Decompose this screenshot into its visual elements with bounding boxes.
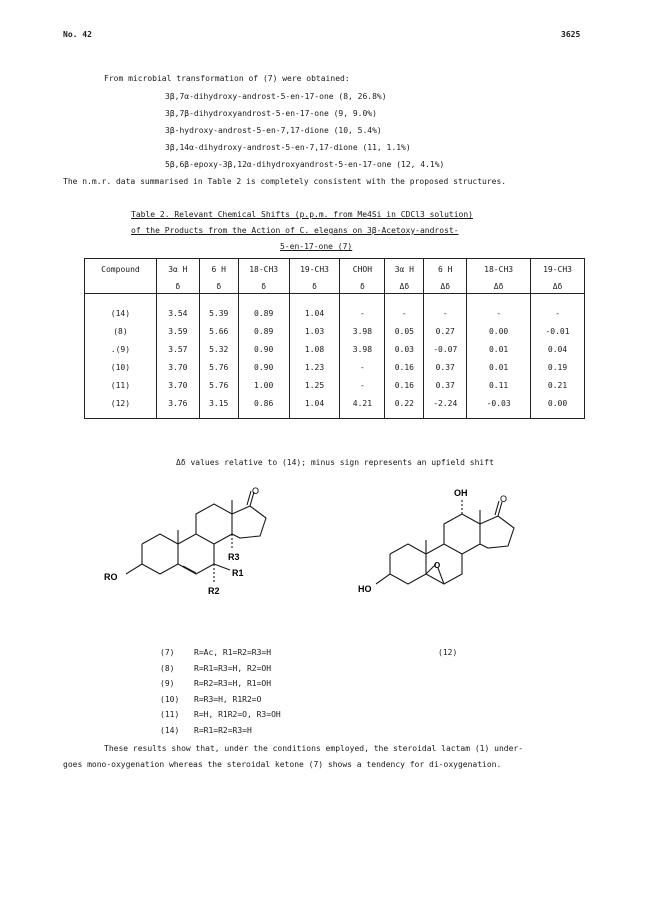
conclusion-line2: goes mono-oxygenation whereas the steroidal ketone (7) shows a tendency for di-oxygenation. [63,760,502,769]
table-cell: - [424,294,467,323]
table-cell: 3.59 [156,322,199,340]
r2-label: R2 [208,586,220,596]
table-cell: 5.76 [199,376,238,394]
table-cell: 0.86 [238,394,289,419]
table-cell: 0.22 [385,394,424,419]
compound-definitions [160,648,281,741]
table-cell: (14) [85,294,157,323]
product-line: 3β,7α-dihydroxy-androst-5-en-17-one (8, 26.8%) [165,92,387,101]
table-cell: 1.00 [238,376,289,394]
list-item [160,664,281,680]
table-cell: - [467,294,531,323]
table-caption-line2: of the Products from the Action of C. elegans on 3β-Acetoxy-androst- [131,226,459,235]
list-item [160,648,281,664]
table-cell: 0.89 [238,322,289,340]
table-cell: 0.11 [467,376,531,394]
r3-label: R3 [228,552,240,562]
column-subheader: Δδ [424,279,467,294]
compound-number: (9) [160,679,175,688]
column-header: 19-CH3 [531,259,585,280]
table-footnote: Δδ values relative to (14); minus sign represents an upfield shift [176,458,494,467]
table-cell: 3.98 [340,340,385,358]
compound-definition: R=Ac, R1=R2=R3=H [194,648,272,657]
table-cell: 1.04 [289,294,340,323]
table-cell: 3.54 [156,294,199,323]
table-caption-line3: 5-en-17-one (7) [280,242,353,251]
table-row [85,376,585,394]
table-cell: 0.90 [238,358,289,376]
table-cell: 3.57 [156,340,199,358]
compound-number: (7) [160,648,175,657]
product-line: 3β-hydroxy-androst-5-en-7,17-dione (10, 5.4%) [165,126,382,135]
table-row [85,394,585,419]
table-cell: -0.07 [424,340,467,358]
compound-definition: R=H, R1R2=O, R3=OH [194,710,281,719]
column-subheader: δ [289,279,340,294]
product-line: 5β,6β-epoxy-3β,12α-dihydroxyandrost-5-en-17-one (12, 4.1%) [165,160,445,169]
table-cell: 3.98 [340,322,385,340]
table-cell: 1.04 [289,394,340,419]
table-cell: 0.37 [424,376,467,394]
table-row [85,294,585,323]
column-header: 6 H [199,259,238,280]
table-cell: 0.00 [467,322,531,340]
table-cell: 0.04 [531,340,585,358]
table-cell: 0.19 [531,358,585,376]
table-cell: 1.08 [289,340,340,358]
page-number: 3625 [561,30,581,39]
table-cell: .(9) [85,340,157,358]
ketone-o-label: O [500,494,508,504]
steroid-skeleton-right [360,484,560,624]
product-line: 3β,14α-dihydroxy-androst-5-en-7,17-dione (11, 1.1%) [165,143,411,152]
compound-definition: R=R2=R3=H, R1=OH [194,679,272,688]
column-subheader: δ [199,279,238,294]
table-cell: (12) [85,394,157,419]
list-item [160,710,281,726]
table-cell: -0.01 [531,322,585,340]
table-cell: 0.21 [531,376,585,394]
ho-label: HO [358,584,372,594]
column-subheader: Δδ [467,279,531,294]
table-header-row [85,259,585,280]
column-header: Compound [85,259,157,280]
table-cell: - [385,294,424,323]
table-cell: 4.21 [340,394,385,419]
epoxide-o-label: O [434,561,441,570]
table-cell: - [340,294,385,323]
column-header: 6 H [424,259,467,280]
table-cell: 5.32 [199,340,238,358]
table-cell: 0.01 [467,358,531,376]
compound-definition: R=R1=R3=H, R2=OH [194,663,272,673]
compound-12-label: (12) [438,648,458,657]
table-cell: 3.70 [156,376,199,394]
compound-definition: R=R1=R2=R3=H [194,725,252,735]
list-item [160,679,281,695]
compound-number: (8) [160,663,175,673]
table-cell: 3.76 [156,394,199,419]
column-subheader [85,279,157,294]
steroid-structure-right [360,484,560,624]
list-item [160,726,281,742]
table-row [85,358,585,376]
ro-label: RO [104,572,118,582]
table-subheader-row [85,279,585,294]
transformation-intro: From microbial transformation of (7) were obtained: [104,74,350,83]
table-cell: 0.37 [424,358,467,376]
column-header: 3α H [385,259,424,280]
table-cell: 1.23 [289,358,340,376]
table-cell: 5.76 [199,358,238,376]
steroid-structure-left [100,484,330,624]
table-cell: (10) [85,358,157,376]
journal-number: No. 42 [63,30,92,39]
column-subheader: Δδ [385,279,424,294]
column-subheader: δ [156,279,199,294]
column-header: 3α H [156,259,199,280]
table-cell: -2.24 [424,394,467,419]
table-cell: 3.15 [199,394,238,419]
conclusion-line1: These results show that, under the conditions employed, the steroidal lactam (1) under- [104,744,524,753]
table-cell: 0.16 [385,358,424,376]
compound-number: (11) [160,710,180,719]
table-cell: - [340,376,385,394]
ketone-o-label: O [252,486,260,496]
table-cell: -0.03 [467,394,531,419]
table-cell: 0.03 [385,340,424,358]
table-cell: 3.70 [156,358,199,376]
table-cell: 0.27 [424,322,467,340]
table-cell: (8) [85,322,157,340]
column-header: CHOH [340,259,385,280]
table-cell: (11) [85,376,157,394]
table-cell: - [531,294,585,323]
r1-label: R1 [232,568,244,578]
column-subheader: δ [340,279,385,294]
product-line: 3β,7β-dihydroxyandrost-5-en-17-one (9, 9.0%) [165,109,377,118]
column-header: 18-CH3 [467,259,531,280]
compound-number: (10) [160,694,180,704]
column-header: 18-CH3 [238,259,289,280]
column-header: 19-CH3 [289,259,340,280]
table-cell: 0.05 [385,322,424,340]
table-row [85,322,585,340]
column-subheader: δ [238,279,289,294]
compound-number: (14) [160,725,180,735]
table-cell: 0.89 [238,294,289,323]
table-cell: 5.39 [199,294,238,323]
table-caption-line1: Table 2. Relevant Chemical Shifts (p.p.m. from Me4Si in CDCl3 solution) [131,210,473,219]
table-cell: 0.01 [467,340,531,358]
table-cell: 1.25 [289,376,340,394]
table-cell: 0.90 [238,340,289,358]
compound-definition: R=R3=H, R1R2=O [194,694,262,704]
table-row [85,340,585,358]
steroid-skeleton-left [100,484,330,624]
column-subheader: Δδ [531,279,585,294]
oh-label: OH [454,488,468,498]
table-cell: 5.66 [199,322,238,340]
nmr-note: The n.m.r. data summarised in Table 2 is completely consistent with the proposed structures. [63,177,507,186]
table-cell: 1.03 [289,322,340,340]
list-item [160,695,281,711]
chemical-shifts-table [84,258,585,419]
table-cell: - [340,358,385,376]
table-cell: 0.16 [385,376,424,394]
table-cell: 0.00 [531,394,585,419]
